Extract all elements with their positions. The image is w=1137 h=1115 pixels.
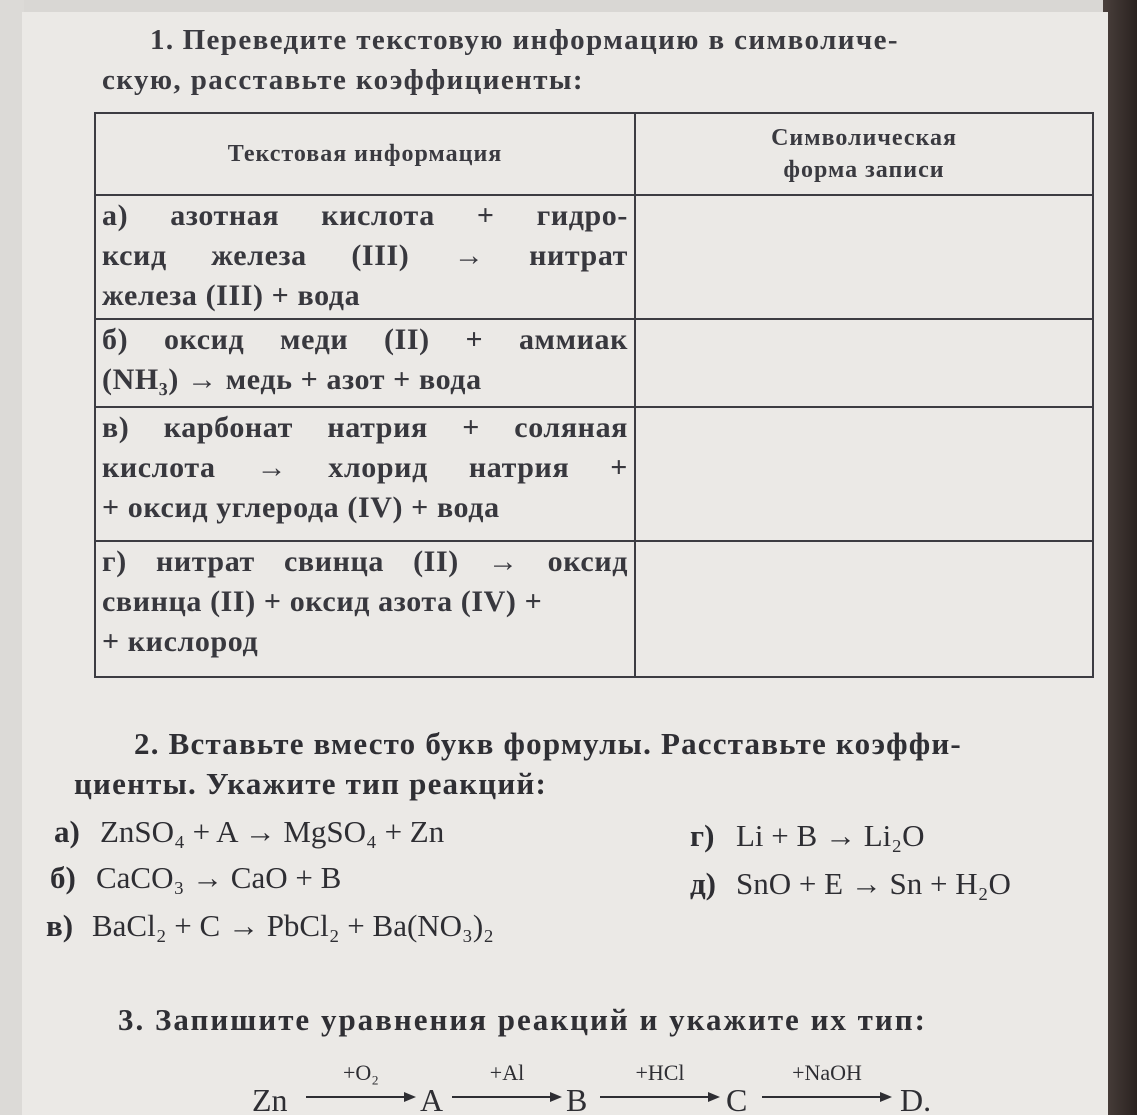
row-a-text — [95, 195, 635, 319]
task1-text-line1: Переведите текстовую информацию в символиче- — [182, 24, 899, 56]
arrow-right-icon — [452, 1090, 562, 1104]
task1-heading-line2: скую, расставьте коэффициенты: — [102, 64, 584, 96]
table-row — [95, 541, 1093, 677]
task1-number: 1. — [150, 24, 175, 56]
task2-heading — [74, 724, 1108, 804]
chain-reagent: +O₂ — [343, 1060, 379, 1085]
row-c-text — [95, 407, 635, 541]
equation-text: CaCO₃ → CaO + B — [96, 860, 342, 895]
table-row — [95, 319, 1093, 407]
row-d-line: г) нитрат свинца (II) → оксид — [102, 545, 628, 578]
row-a-answer-cell[interactable] — [635, 195, 1093, 319]
row-b-answer-cell[interactable] — [635, 319, 1093, 407]
chain-arrow — [762, 1060, 892, 1115]
row-b-line: (NH₃) → медь + азот + вода — [102, 363, 482, 396]
chain-node: C — [726, 1082, 748, 1115]
equation-c — [46, 906, 494, 946]
row-b-text — [95, 319, 635, 407]
equation-d — [690, 816, 924, 856]
task2-text-line1: Вставьте вместо букв формулы. Расставьте коэффи- — [168, 726, 962, 761]
equation-text: ZnSO₄ + A → MgSO₄ + Zn — [100, 814, 445, 849]
row-c-line: в) карбонат натрия + соляная — [102, 411, 628, 444]
arrow-right-icon — [600, 1090, 720, 1104]
chain-arrow — [452, 1060, 562, 1115]
textbook-page — [22, 12, 1108, 1115]
row-c-line: + оксид углерода (IV) + вода — [102, 491, 500, 524]
equation-label: в) — [46, 908, 74, 943]
header-symbolic-form — [635, 113, 1093, 195]
photo-background-edge — [1103, 0, 1137, 1115]
table-row — [95, 407, 1093, 541]
task2-number: 2. — [134, 726, 160, 761]
table-row — [95, 195, 1093, 319]
header-text-info: Текстовая информация — [95, 113, 635, 195]
equation-label: д) — [690, 866, 717, 901]
chain-node: B — [566, 1082, 588, 1115]
chain-reagent: +HCl — [635, 1060, 685, 1085]
chain-node: A — [420, 1082, 444, 1115]
row-b-line: б) оксид меди (II) + аммиак — [102, 323, 628, 356]
task3-number: 3. — [118, 1002, 146, 1037]
equation-text: BaCl₂ + C → PbCl₂ + Ba(NO₃)₂ — [92, 908, 494, 943]
row-d-text — [95, 541, 635, 677]
reaction-chain — [252, 1060, 972, 1115]
equation-b — [50, 858, 341, 898]
row-a-line: ксид железа (III) → нитрат — [102, 239, 628, 272]
task2-heading-line2: циенты. Укажите тип реакций: — [74, 766, 548, 801]
row-d-answer-cell[interactable] — [635, 541, 1093, 677]
task1-table — [94, 112, 1094, 678]
row-c-answer-cell[interactable] — [635, 407, 1093, 541]
equation-e — [690, 864, 1011, 904]
arrow-right-icon — [306, 1090, 416, 1104]
row-c-line: кислота → хлорид натрия + — [102, 451, 628, 484]
equation-text: Li + B → Li₂O — [736, 818, 925, 853]
chain-reagent: +NaOH — [792, 1060, 862, 1085]
chain-node: Zn — [252, 1082, 288, 1115]
table-header-row — [95, 113, 1093, 195]
task3-heading — [118, 1000, 927, 1040]
chain-arrow — [306, 1060, 416, 1115]
chain-node: D. — [900, 1082, 932, 1115]
equation-label: г) — [690, 818, 715, 853]
photo-background-left — [0, 0, 24, 1115]
task3-title: Запишите уравнения реакций и укажите их тип: — [155, 1002, 927, 1037]
row-d-line: свинца (II) + оксид азота (IV) + — [102, 585, 543, 618]
equation-label: а) — [54, 814, 80, 849]
row-a-line: а) азотная кислота + гидро- — [102, 199, 628, 232]
row-d-line: + кислород — [102, 625, 259, 658]
row-a-line: железа (III) + вода — [102, 279, 361, 312]
header-symbolic-line2: форма записи — [783, 157, 945, 183]
equation-text: SnO + E → Sn + H₂O — [736, 866, 1011, 901]
arrow-right-icon — [762, 1090, 892, 1104]
chain-arrow — [600, 1060, 720, 1115]
chain-reagent: +Al — [489, 1060, 525, 1085]
task1-heading-line1 — [150, 20, 899, 60]
task2-heading-line1 — [74, 724, 1108, 764]
equation-label: б) — [50, 860, 76, 895]
header-symbolic-line1: Символическая — [771, 125, 957, 151]
equation-a — [54, 812, 444, 852]
